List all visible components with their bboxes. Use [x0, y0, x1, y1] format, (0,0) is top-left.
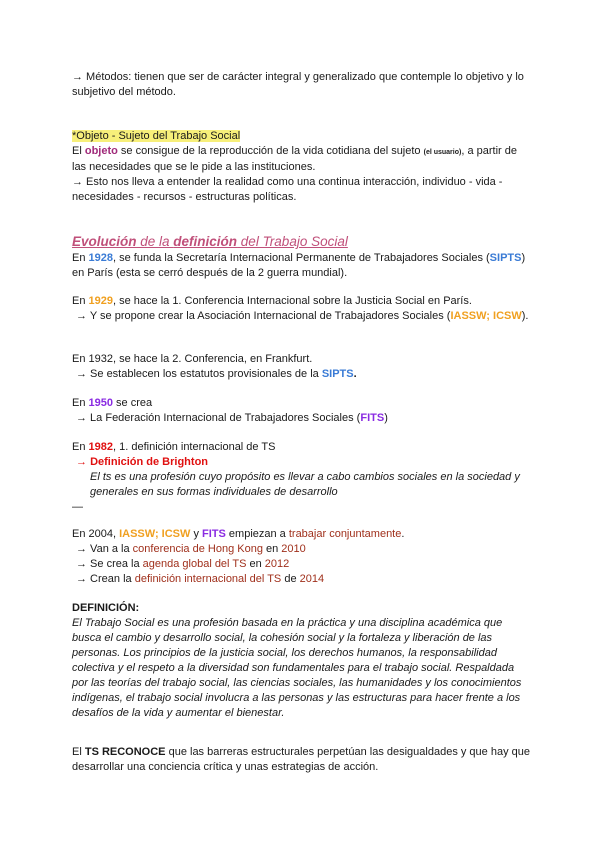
- event-1982: En 1982, 1. definición internacional de TS → Definición de Brighton El ts es una profesión cuyo propósito es llevar a cabo cambios sociales en la sociedad y generales en sus formas individuales de desarrollo —: [72, 440, 532, 515]
- arrow-icon: →: [72, 71, 83, 83]
- objeto-arrow-paragraph: → Esto nos lleva a entender la realidad como una continua interacción, individuo - vida - necesidades - recursos - estructuras políticas.: [72, 176, 503, 203]
- definicion-section: [72, 601, 532, 721]
- separator-dash: —: [72, 501, 83, 513]
- event-1929: En 1929, se hace la 1. Conferencia Internacional sobre la Justicia Social en París. → Y se propone crear la Asociación Internacional de Trabajadores Sociales (IASSW; ICSW).: [72, 295, 529, 322]
- definicion-heading: DEFINICIÓN:: [72, 602, 140, 614]
- evolucion-title: Evolución de la definición del Trabajo Social: [72, 234, 348, 249]
- evolucion-section: [72, 233, 532, 251]
- brighton-quote: El ts es una profesión cuyo propósito es llevar a cabo cambios sociales en la sociedad y generales en sus formas individuales de desarrollo: [90, 471, 520, 498]
- objeto-paragraph: El objeto se consigue de la reproducción de la vida cotidiana del sujeto (el usuario), a partir de las necesidades que se le pide a las instituciones.: [72, 145, 517, 173]
- objeto-heading: *Objeto - Sujeto del Trabajo Social: [72, 130, 241, 142]
- reconoce-paragraph: El TS RECONOCE que las barreras estructurales perpetúan las desigualdades y que hay que desarrollar una conciencia crítica y unas estrategias de acción.: [72, 746, 530, 773]
- event-2004: En 2004, IASSW; ICSW y FITS empiezan a trabajar conjuntamente. → Van a la conferencia de Hong Kong en 2010 → Se crea la agenda global del TS en 2012 → Crean la definición internacional del TS de 2014: [72, 528, 405, 585]
- brighton-definition-label: Definición de Brighton: [90, 456, 209, 468]
- event-1932: En 1932, se hace la 2. Conferencia, en Frankfurt. → Se establecen los estatutos provisionales de la SIPTS.: [72, 353, 357, 380]
- definicion-body: El Trabajo Social es una profesión basada en la práctica y una disciplina académica que busca el cambio y desarrollo social, la cohesión social y la fortaleza y liberación de las personas. Los principios de la justicia social, los derechos humanos, la responsabilidad colectiva y el respeto a la diversidad son fundamentales para el trabajo social. Respaldada por las teorías del trabajo social, las ciencias sociales, las humanidades y los conocimientos indígenas, el trabajo social involucra a las personas y las estructuras para hacer frente a los desafíos de la vida y aumentar el bienestar.: [72, 617, 522, 719]
- objeto-section: [72, 129, 532, 205]
- event-1950: En 1950 se crea → La Federación Internacional de Trabajadores Sociales (FITS): [72, 397, 388, 424]
- event-1928: En 1928, se funda la Secretaría Internacional Permanente de Trabajadores Sociales (SIPTS) en París (esta se cerró después de la 2 guerra mundial).: [72, 252, 526, 279]
- metodos-paragraph: → Métodos: tienen que ser de carácter integral y generalizado que contemple lo objetivo y lo subjetivo del método.: [72, 71, 524, 98]
